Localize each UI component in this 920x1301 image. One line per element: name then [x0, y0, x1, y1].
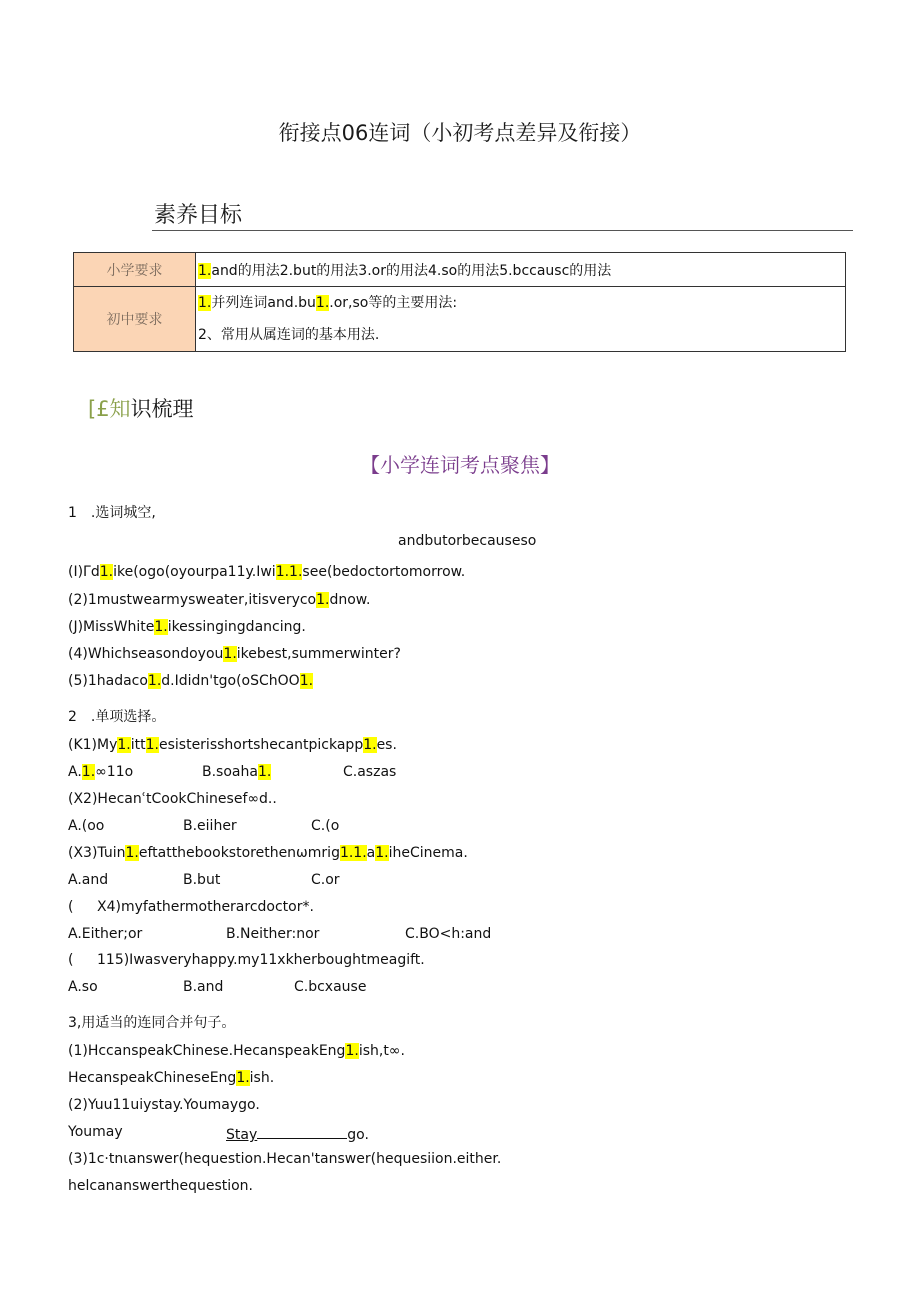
text-seg: es.	[376, 737, 397, 753]
text-seg: d.Ididn'tgo(oSChOO	[161, 673, 300, 689]
junior-line-1-text-b: .or,so等的主要用法:	[329, 295, 458, 311]
highlight: 1.	[315, 295, 330, 311]
q2-item: X4)myfathermotherarcdoctor*.	[97, 899, 314, 915]
page-title: 衔接点06连词（小初考点差异及衔接）	[278, 121, 642, 145]
q3-answer-blank	[226, 1124, 369, 1143]
table-row	[74, 287, 846, 352]
highlight: 1.1.	[275, 564, 303, 580]
option-c: C.or	[311, 872, 340, 888]
table-row	[74, 253, 846, 287]
text-seg: (4)Whichseasondoyou	[68, 646, 224, 662]
text-seg: ∞11o	[95, 764, 134, 780]
option-a: A.(oo	[68, 818, 105, 834]
q2-item	[68, 737, 397, 753]
knowledge-mark: [£知	[88, 397, 131, 421]
junior-line-1	[198, 293, 845, 313]
q2-item: (X2)HecanʿtCookChinesef∞d..	[68, 791, 277, 807]
highlight: 1.	[236, 1070, 250, 1086]
option-b: B.eiiher	[183, 818, 237, 834]
q1-item	[68, 646, 401, 662]
text-seg: B.soaha	[202, 764, 258, 780]
text-seg: ish,t∞.	[358, 1043, 405, 1059]
q1-item	[68, 592, 370, 608]
junior-line-1-text-a: 并列连词and.bu	[211, 295, 316, 311]
text-seg: itt	[130, 737, 146, 753]
option-a	[68, 764, 133, 780]
section-heading-knowledge	[88, 393, 194, 423]
word-bank: andbutorbecauseso	[398, 533, 537, 549]
option-b: B.and	[183, 979, 224, 995]
option-a: A.Either;or	[68, 926, 143, 942]
text-seg: (2)1mustwearmysweater,itisveryco	[68, 592, 317, 608]
option-b	[202, 764, 271, 780]
q3-item: (3)1c·tnιanswer(hequestion.Hecan'tanswer(hequesiion.either.	[68, 1151, 502, 1167]
highlight: 1.	[198, 262, 212, 279]
sub-heading: 【小学连词考点聚焦】	[360, 453, 560, 477]
junior-content	[196, 287, 846, 352]
q2-paren: (	[68, 952, 74, 968]
text-seg: (1)HccanspeakChinese.HecanspeakEng	[68, 1043, 346, 1059]
knowledge-text: 识梳理	[130, 397, 194, 421]
highlight: 1.	[154, 619, 168, 635]
text-seg: ish.	[249, 1070, 275, 1086]
highlight: 1.	[145, 737, 159, 753]
option-c: C.bcxause	[294, 979, 367, 995]
option-c: C.(o	[311, 818, 340, 834]
primary-text: and的用法2.but的用法3.or的用法4.so的用法5.bccausc的用法	[211, 262, 612, 279]
junior-label: 初中要求	[74, 287, 196, 352]
option-c: C.BO<h:and	[405, 926, 492, 942]
q2-item: 115)Iwasveryhappy.my11xkherboughtmeagift.	[97, 952, 425, 968]
text-seg: a	[366, 845, 376, 861]
blank-line	[257, 1124, 347, 1139]
q2-heading: 2 .单项选择。	[68, 709, 166, 725]
highlight: 1.	[375, 845, 389, 861]
text-seg: ikessingingdancing.	[167, 619, 306, 635]
section-heading-goals: 素养目标	[154, 203, 243, 228]
highlight: 1.1.	[339, 845, 367, 861]
q3-answer	[68, 1070, 274, 1086]
highlight: 1.	[345, 1043, 359, 1059]
option-c: C.aszas	[343, 764, 397, 780]
q1-item	[68, 619, 306, 635]
q1-heading: 1 .选词城空,	[68, 505, 156, 521]
q2-paren: (	[68, 899, 74, 915]
q2-item	[68, 845, 468, 861]
q3-heading: 3,用适当的连同合并句子。	[68, 1015, 236, 1031]
text-seg: ikebest,summerwinter?	[236, 646, 401, 662]
highlight: 1.	[117, 737, 131, 753]
q1-item	[68, 564, 465, 580]
text-seg: (K1)My	[68, 737, 118, 753]
highlight: 1.	[147, 673, 162, 689]
junior-line-2: 2、常用从属连词的基本用法.	[198, 327, 380, 343]
text-seg: esisterisshortshecantpickapp	[158, 737, 364, 753]
highlight: 1.	[257, 764, 272, 780]
option-b: B.Neither:nor	[226, 926, 320, 942]
q1-item	[68, 673, 313, 689]
section-divider	[152, 230, 853, 231]
highlight: 1.	[223, 646, 237, 662]
option-a: A.and	[68, 872, 109, 888]
text-seg: iheCinema.	[388, 845, 468, 861]
text-seg: Stay	[226, 1127, 258, 1143]
text-seg: (I)Γd	[68, 564, 100, 580]
option-b: B.but	[183, 872, 221, 888]
text-seg: see(bedoctortomorrow.	[302, 564, 466, 580]
text-seg: A.	[68, 764, 82, 780]
highlight: 1.	[198, 295, 212, 311]
q3-answer-start: Youmay	[68, 1124, 123, 1140]
highlight: 1.	[316, 592, 330, 608]
text-seg: eftatthebookstorethenωmrig	[138, 845, 340, 861]
text-seg: HecanspeakChineseEng	[68, 1070, 237, 1086]
text-seg: go.	[347, 1127, 369, 1143]
highlight: 1.	[81, 764, 96, 780]
q3-answer: helcananswerthequestion.	[68, 1178, 254, 1194]
text-seg: dnow.	[329, 592, 371, 608]
goals-table	[73, 252, 846, 352]
q3-item	[68, 1043, 405, 1059]
text-seg: (5)1hadaco	[68, 673, 148, 689]
primary-content	[196, 253, 846, 287]
highlight: 1.	[99, 564, 114, 580]
text-seg: ike(ogo(oyourpa11y.Iwi	[113, 564, 276, 580]
highlight: 1.	[363, 737, 377, 753]
text-seg: (X3)Tuin	[68, 845, 126, 861]
highlight: 1.	[125, 845, 139, 861]
option-a: A.so	[68, 979, 98, 995]
highlight: 1.	[299, 673, 314, 689]
text-seg: (J)MissWhite	[68, 619, 155, 635]
primary-label: 小学要求	[74, 253, 196, 287]
q3-item: (2)Yuu11uiystay.Youmaygo.	[68, 1097, 260, 1113]
